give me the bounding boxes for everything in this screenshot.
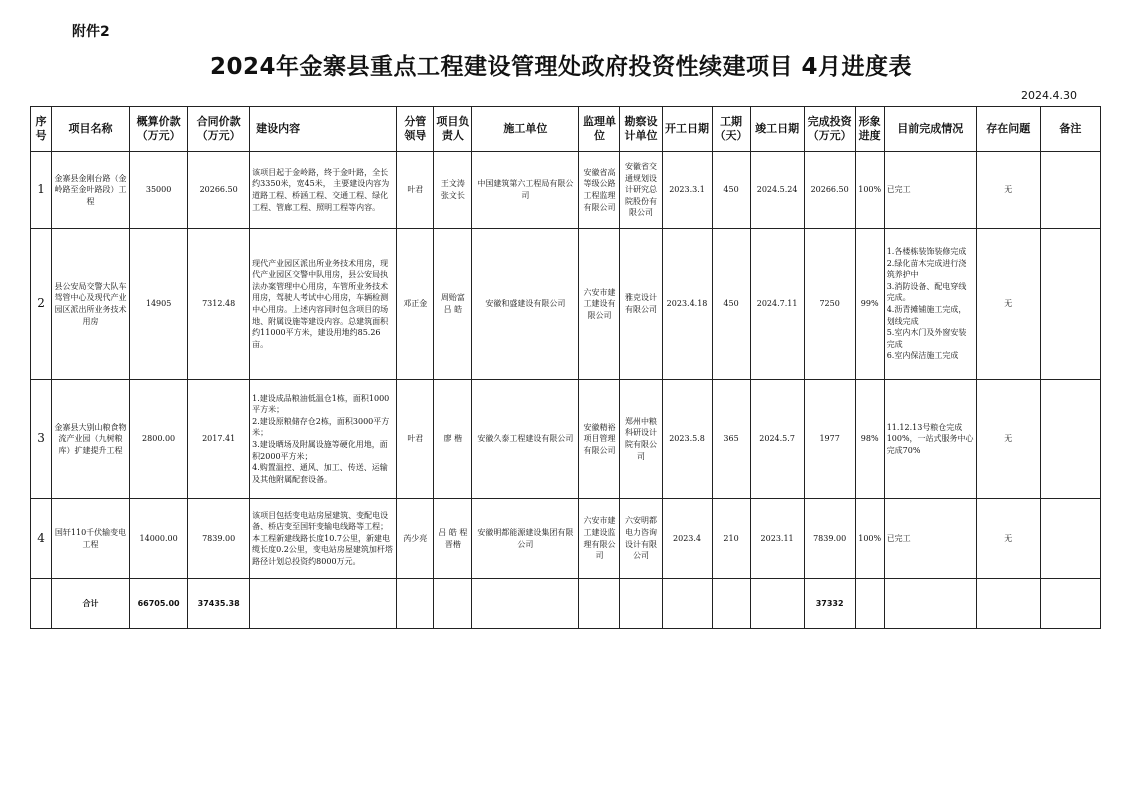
header-progress: 形象进度	[855, 107, 884, 152]
cell-content: 现代产业园区派出所业务技术用房，现代产业园区交警中队用房，县公安局执法办案管理中心用房，车管所业务技术用房，驾驶人考试中心用房，车辆检测中心用房。上述内容同时包含项目的场地、附属设施等建设内容。总建筑面积约11000平方米，建设用地约85.26亩。	[250, 229, 397, 380]
header-name: 项目名称	[52, 107, 130, 152]
attachment-label: 附件2	[72, 24, 110, 40]
cell-content: 1.建设成品粮油低温仓1栋，面积1000平方米； 2.建设原粮储存仓2栋，面积3000平方米； 3.建设晒场及附属设施等硬化用地，面积2000平方米； 4.购置温控、通风、加工、传送、运输及其他附属配套设备。	[250, 380, 397, 499]
cell-remark	[1040, 229, 1100, 380]
cell-remark	[1040, 380, 1100, 499]
page-title: 2024年金寨县重点工程建设管理处政府投资性续建项目 4月进度表	[209, 54, 913, 80]
cell-status: 1.各楼栋装饰装修完成 2.绿化苗木完成进行浇筑养护中 3.消防设备、配电穿线完成。 4.沥青摊铺施工完成，划线完成 5.室内木门及外窗安装完成 6.室内保洁施工完成	[884, 229, 976, 380]
total-invest: 37332	[804, 579, 855, 629]
table-header-row	[31, 107, 1101, 152]
header-supervisor: 监理单位	[579, 107, 620, 152]
cell-no: 1	[31, 152, 52, 229]
cell-issues: 无	[976, 380, 1040, 499]
cell-start: 2023.4.18	[662, 229, 712, 380]
cell-budget: 14905	[130, 229, 188, 380]
cell-end: 2023.11	[750, 499, 804, 579]
cell-empty	[884, 579, 976, 629]
cell-owner: 王文涛 张文长	[434, 152, 472, 229]
header-content: 建设内容	[250, 107, 397, 152]
cell-name: 金寨县金刚台路（金岭路至金叶路段）工程	[52, 152, 130, 229]
cell-owner: 廖 楷	[434, 380, 472, 499]
cell-status: 已完工	[884, 499, 976, 579]
cell-owner: 吕 皓 程晋楷	[434, 499, 472, 579]
cell-empty	[750, 579, 804, 629]
total-budget: 66705.00	[130, 579, 188, 629]
cell-supervisor: 安徽精裕项目管理有限公司	[579, 380, 620, 499]
cell-duration: 450	[712, 152, 750, 229]
cell-builder: 中国建筑第六工程局有限公司	[472, 152, 579, 229]
header-end: 竣工日期	[750, 107, 804, 152]
cell-start: 2023.3.1	[662, 152, 712, 229]
cell-empty	[662, 579, 712, 629]
cell-empty	[434, 579, 472, 629]
cell-leader: 叶君	[397, 152, 434, 229]
cell-supervisor: 六安市建工建设有限公司	[579, 229, 620, 380]
header-leader: 分管领导	[397, 107, 434, 152]
cell-status: 11.12.13号粮仓完成100%，一站式服务中心完成70%	[884, 380, 976, 499]
cell-no: 2	[31, 229, 52, 380]
total-contract: 37435.38	[188, 579, 250, 629]
cell-designer: 安徽省交通规划设计研究总院股份有限公司	[620, 152, 662, 229]
cell-designer: 郑州中粮科研设计院有限公司	[620, 380, 662, 499]
cell-leader: 邓正金	[397, 229, 434, 380]
cell-content: 该项目起于金岭路，终于金叶路，全长约3350米，宽45米， 主要建设内容为道路工程、桥涵工程、交通工程、绿化工程、管廊工程、照明工程等内容。	[250, 152, 397, 229]
cell-designer: 雅克设计有限公司	[620, 229, 662, 380]
cell-invest: 20266.50	[804, 152, 855, 229]
cell-invest: 7839.00	[804, 499, 855, 579]
cell-start: 2023.5.8	[662, 380, 712, 499]
progress-table	[30, 106, 1101, 629]
cell-issues: 无	[976, 499, 1040, 579]
cell-status: 已完工	[884, 152, 976, 229]
total-label: 合计	[52, 579, 130, 629]
cell-duration: 210	[712, 499, 750, 579]
cell-invest: 1977	[804, 380, 855, 499]
header-designer: 勘察设计单位	[620, 107, 662, 152]
header-issues: 存在问题	[976, 107, 1040, 152]
cell-start: 2023.4	[662, 499, 712, 579]
total-row	[31, 579, 1101, 629]
cell-content: 该项目包括变电站房屋建筑、变配电设备、桥店变至国轩变输电线路等工程；本工程新建线路长度10.7公里，新建电缆长度0.2公里，变电站房屋建筑加杆塔路径计划总投资约8000万元。	[250, 499, 397, 579]
cell-builder: 安徽久泰工程建设有限公司	[472, 380, 579, 499]
header-contract: 合同价款（万元）	[188, 107, 250, 152]
cell-budget: 2800.00	[130, 380, 188, 499]
cell-progress: 98%	[855, 380, 884, 499]
header-builder: 施工单位	[472, 107, 579, 152]
cell-issues: 无	[976, 152, 1040, 229]
cell-end: 2024.5.7	[750, 380, 804, 499]
cell-designer: 六安明都电力咨询设计有限公司	[620, 499, 662, 579]
cell-empty	[472, 579, 579, 629]
cell-duration: 450	[712, 229, 750, 380]
cell-remark	[1040, 499, 1100, 579]
table-row	[31, 499, 1101, 579]
cell-empty	[976, 579, 1040, 629]
cell-progress: 100%	[855, 152, 884, 229]
cell-empty	[1040, 579, 1100, 629]
cell-leader: 叶君	[397, 380, 434, 499]
cell-progress: 100%	[855, 499, 884, 579]
cell-contract: 20266.50	[188, 152, 250, 229]
cell-invest: 7250	[804, 229, 855, 380]
header-duration: 工期（天）	[712, 107, 750, 152]
cell-owner: 周贻富 吕 皓	[434, 229, 472, 380]
header-owner: 项目负责人	[434, 107, 472, 152]
table-row	[31, 229, 1101, 380]
cell-no: 3	[31, 380, 52, 499]
cell-empty	[397, 579, 434, 629]
cell-contract: 7839.00	[188, 499, 250, 579]
cell-progress: 99%	[855, 229, 884, 380]
cell-budget: 14000.00	[130, 499, 188, 579]
header-no: 序号	[31, 107, 52, 152]
header-remark: 备注	[1040, 107, 1100, 152]
cell-end: 2024.5.24	[750, 152, 804, 229]
table-row	[31, 152, 1101, 229]
cell-contract: 2017.41	[188, 380, 250, 499]
cell-budget: 35000	[130, 152, 188, 229]
cell-duration: 365	[712, 380, 750, 499]
table-row	[31, 380, 1101, 499]
header-invest: 完成投资（万元）	[804, 107, 855, 152]
cell-name: 县公安局交警大队车驾管中心及现代产业园区派出所业务技术用房	[52, 229, 130, 380]
cell-empty	[855, 579, 884, 629]
cell-empty	[712, 579, 750, 629]
cell-contract: 7312.48	[188, 229, 250, 380]
cell-empty	[250, 579, 397, 629]
cell-remark	[1040, 152, 1100, 229]
cell-no: 4	[31, 499, 52, 579]
cell-builder: 安徽明都能源建设集团有限公司	[472, 499, 579, 579]
cell-builder: 安徽和盛建设有限公司	[472, 229, 579, 380]
header-start: 开工日期	[662, 107, 712, 152]
cell-supervisor: 安徽省高等级公路工程监理有限公司	[579, 152, 620, 229]
header-status: 目前完成情况	[884, 107, 976, 152]
cell-name: 金寨县大别山粮食物流产业园（九树粮库）扩建提升工程	[52, 380, 130, 499]
cell-empty	[620, 579, 662, 629]
cell-name: 国轩110千伏输变电工程	[52, 499, 130, 579]
header-budget: 概算价款（万元）	[130, 107, 188, 152]
cell-leader: 芮少亮	[397, 499, 434, 579]
cell-supervisor: 六安市建工建设监理有限公司	[579, 499, 620, 579]
cell-issues: 无	[976, 229, 1040, 380]
report-date: 2024.4.30	[1021, 89, 1077, 102]
cell-end: 2024.7.11	[750, 229, 804, 380]
cell-empty	[579, 579, 620, 629]
cell-empty	[31, 579, 52, 629]
